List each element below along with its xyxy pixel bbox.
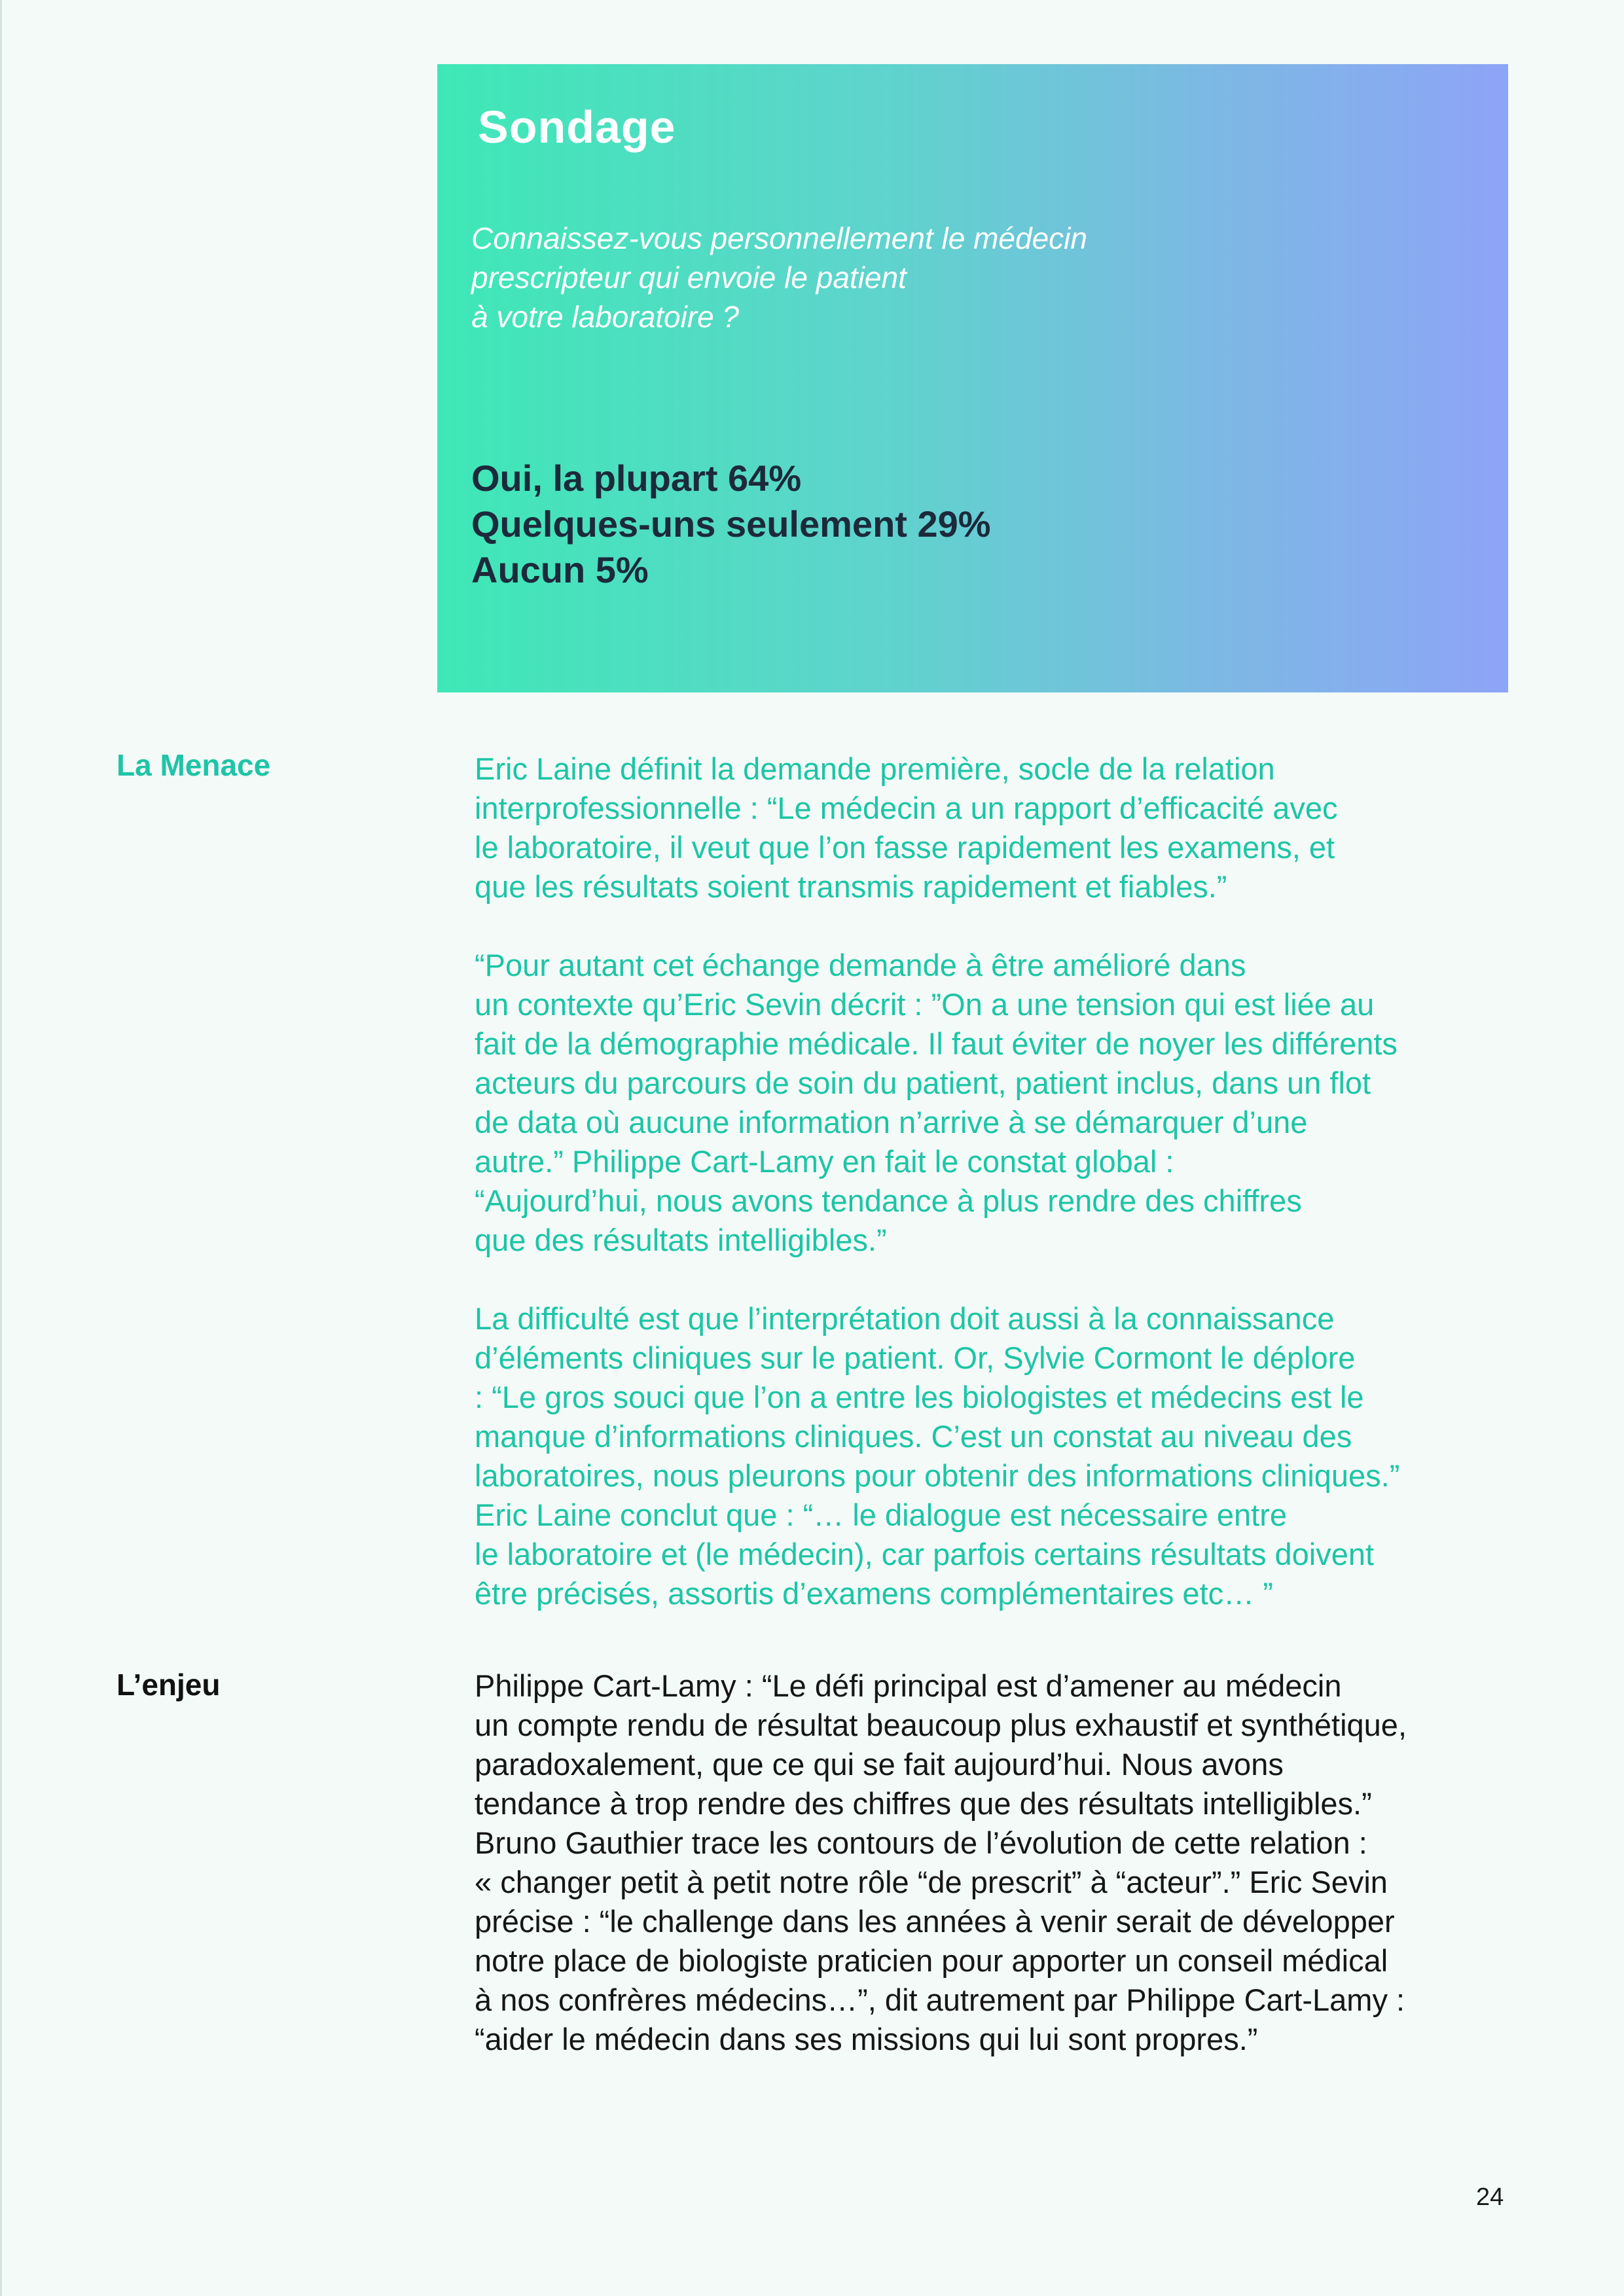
text-line: Bruno Gauthier trace les contours de l’évolution de cette relation :	[475, 1825, 1367, 1860]
text-line: tendance à trop rendre des chiffres que des résultats intelligibles.”	[475, 1786, 1372, 1821]
text-line: Eric Laine conclut que : “… le dialogue est nécessaire entre	[475, 1498, 1287, 1532]
text-line: précise : “le challenge dans les années à venir serait de développer	[475, 1904, 1395, 1939]
text-line: Eric Laine définit la demande première, socle de la relation	[475, 751, 1275, 786]
text-line: un contexte qu’Eric Sevin décrit : ”On a une tension qui est liée au	[475, 987, 1375, 1022]
text-line: à nos confrères médecins…”, dit autrement par Philippe Cart-Lamy :	[475, 1982, 1405, 2017]
text-line: un compte rendu de résultat beaucoup plus exhaustif et synthétique,	[475, 1708, 1407, 1742]
text-line: “aider le médecin dans ses missions qui lui sont propres.”	[475, 2022, 1258, 2056]
survey-question-line: Connaissez-vous personnellement le médecin	[471, 221, 1087, 255]
text-line: être précisés, assortis d’examens complémentaires etc… ”	[475, 1576, 1273, 1611]
text-line: « changer petit à petit notre rôle “de prescrit” à “acteur”.” Eric Sevin	[475, 1865, 1388, 1899]
paragraph	[475, 749, 1522, 906]
survey-question-line: à votre laboratoire ?	[471, 300, 740, 334]
section-body-enjeu	[475, 1666, 1522, 2059]
section-label-enjeu: L’enjeu	[117, 1668, 221, 1702]
survey-question	[471, 219, 1257, 336]
text-line: le laboratoire, il veut que l’on fasse rapidement les examens, et	[475, 830, 1335, 865]
survey-answer-some: Quelques-uns seulement 29%	[471, 503, 991, 545]
text-line: “Aujourd’hui, nous avons tendance à plus rendre des chiffres	[475, 1183, 1302, 1218]
text-line: acteurs du parcours de soin du patient, patient inclus, dans un flot	[475, 1066, 1371, 1100]
section-label-menace: La Menace	[117, 748, 271, 782]
text-line: autre.” Philippe Cart-Lamy en fait le constat global :	[475, 1144, 1174, 1179]
text-line: notre place de biologiste praticien pour apporter un conseil médical	[475, 1943, 1388, 1978]
survey-question-line: prescripteur qui envoie le patient	[471, 260, 907, 295]
text-line: “Pour autant cet échange demande à être amélioré dans	[475, 948, 1246, 982]
text-line: paradoxalement, que ce qui se fait aujourd’hui. Nous avons	[475, 1747, 1284, 1782]
paragraph	[475, 1299, 1522, 1613]
text-line: laboratoires, nous pleurons pour obtenir des informations cliniques.”	[475, 1458, 1400, 1493]
text-line: que les résultats soient transmis rapidement et fiables.”	[475, 869, 1227, 904]
text-line: de data où aucune information n’arrive à se démarquer d’une	[475, 1105, 1308, 1139]
survey-box	[437, 64, 1508, 692]
survey-answers	[471, 456, 991, 593]
text-line: le laboratoire et (le médecin), car parfois certains résultats doivent	[475, 1537, 1375, 1571]
text-line: : “Le gros souci que l’on a entre les biologistes et médecins est le	[475, 1380, 1364, 1414]
text-line: que des résultats intelligibles.”	[475, 1223, 887, 1257]
text-line: Philippe Cart-Lamy : “Le défi principal est d’amener au médecin	[475, 1668, 1342, 1703]
survey-title: Sondage	[478, 101, 676, 152]
paragraph	[475, 946, 1522, 1260]
text-line: manque d’informations cliniques. C’est un constat au niveau des	[475, 1419, 1352, 1454]
page-number: 24	[1476, 2183, 1504, 2211]
text-line: d’éléments cliniques sur le patient. Or, Sylvie Cormont le déplore	[475, 1340, 1356, 1375]
survey-answer-none: Aucun 5%	[471, 549, 649, 590]
section-body-menace	[475, 749, 1522, 1613]
page-edge-rule	[0, 0, 2, 2296]
text-line: La difficulté est que l’interprétation doit aussi à la connaissance	[475, 1301, 1335, 1336]
text-line: interprofessionnelle : “Le médecin a un rapport d’efficacité avec	[475, 791, 1338, 825]
text-line: fait de la démographie médicale. Il faut éviter de noyer les différents	[475, 1026, 1398, 1061]
survey-answer-most: Oui, la plupart 64%	[471, 457, 802, 499]
paragraph	[475, 1666, 1522, 2059]
